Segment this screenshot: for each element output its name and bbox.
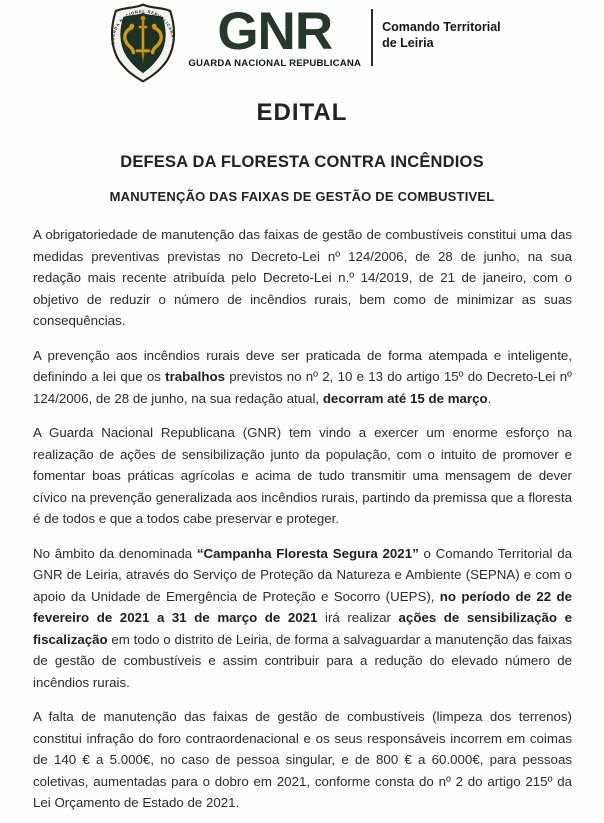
paragraph-run: irá realizar bbox=[317, 610, 399, 625]
paragraph-run: o Comando Territorial da GNR de Leiria, através do Serviço de Proteção da Natureza e Ambiente (SEPNA) e com o apoio da Unidade de Emergência de Proteção e Socorro (UEPS), bbox=[33, 545, 572, 604]
paragraph-bold-run: ações de sensibilização e fiscalização bbox=[33, 610, 572, 647]
header-divider bbox=[371, 9, 373, 66]
paragraph-run: . bbox=[487, 390, 492, 406]
paragraph-bold-run: no período de 22 de fevereiro de 2021 a 31 de março de 2021 bbox=[33, 588, 573, 625]
gnr-wordmark: GNR bbox=[217, 2, 333, 61]
document-header bbox=[0, 0, 604, 83]
paragraph-run: A obrigatoriedade de manutenção das faixas de gestão de combustíveis constitui uma das medidas preventivas previstas no Decreto-Lei nº 124/2006, de 28 de junho, na sua redação mais recente atribuída pelo Decreto-Lei n.º 14/2019, de 21 de janeiro, com o objetivo de reduzir o número de incêndios rurais, bem como de minimizar as suas consequências. bbox=[33, 227, 572, 328]
gnr-wordmark-block bbox=[188, 2, 362, 69]
paragraph-run: No âmbito da denominada bbox=[33, 545, 197, 561]
unit-line2: de Leiria bbox=[382, 35, 434, 50]
paragraph-run: A falta de manutenção das faixas de gestão de combustíveis (limpeza dos terrenos) constitui infração do foro contraordenacional e os seus responsáveis incorrem em coimas de 140 € a 5.000€, no caso de pessoa singular, e de 800 € a 60.000€, para pessoas coletivas, aumentadas para o dobro em 2021, conforme consta do nº 2 do artigo 215º da Lei Orçamento de Estado de 2021. bbox=[33, 709, 572, 810]
document-body bbox=[0, 204, 604, 814]
paragraph bbox=[33, 543, 572, 694]
gnr-crest-icon bbox=[103, 3, 183, 83]
subject-title: DEFESA DA FLORESTA CONTRA INCÊNDIOS bbox=[120, 153, 484, 171]
paragraph bbox=[33, 706, 572, 814]
paragraph-run: A prevenção aos incêndios rurais deve ser praticada de forma atempada e inteligente, definindo a lei que os bbox=[33, 347, 572, 384]
unit-line1: Comando Territorial bbox=[382, 20, 501, 34]
unit-designation bbox=[382, 20, 501, 51]
paragraph-run: previstos no nº 2, 10 e 13 do artigo 15º do Decreto-Lei nº 124/2006, de 28 de junho, na sua redação atual, bbox=[33, 369, 572, 406]
paragraph-bold-run: decorram até 15 de março bbox=[322, 390, 488, 406]
paragraph-run: em todo o distrito de Leiria, de forma a salvaguardar a manutenção das faixas de gestão de combustíveis e assim contribuir para a redução do elevado número de incêndios rurais. bbox=[33, 631, 572, 690]
edital-title: EDITAL bbox=[256, 99, 348, 126]
paragraph-bold-run: trabalhos bbox=[165, 369, 225, 384]
paragraph bbox=[33, 422, 572, 530]
section-title: MANUTENÇÃO DAS FAIXAS DE GESTÃO DE COMBUSTIVEL bbox=[109, 189, 495, 204]
paragraph bbox=[33, 345, 572, 410]
paragraph bbox=[33, 224, 572, 332]
gnr-wordmark-subtitle: GUARDA NACIONAL REPUBLICANA bbox=[188, 57, 362, 69]
paragraph-run: A Guarda Nacional Republicana (GNR) tem vindo a exercer um enorme esforço na realização de ações de sensibilização junto da população, com o intuito de promover e fomentar boas práticas agrícolas e acima de tudo transmitir uma mensagem de dever cívico na prevenção generalizada aos incêndios rurais, partindo da premissa que a floresta é de todos e que a todos cabe preservar e proteger. bbox=[33, 425, 572, 526]
paragraph-bold-run: “Campanha Floresta Segura 2021” bbox=[196, 545, 419, 561]
crest-ring-text: GUARDA NACIONAL REPUBLICANA bbox=[110, 8, 176, 46]
